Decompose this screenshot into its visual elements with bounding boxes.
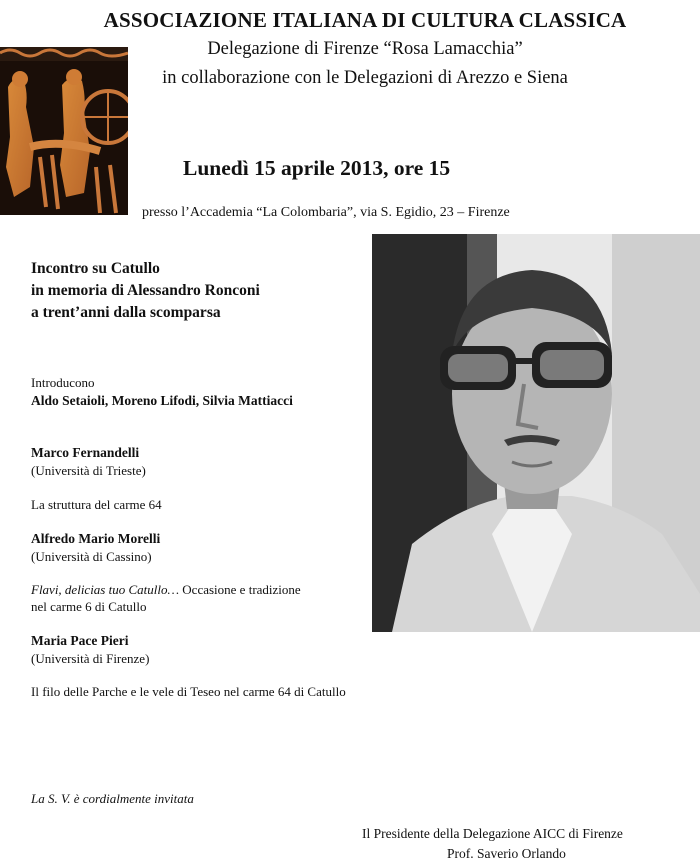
speaker-name: Alfredo Mario Morelli (31, 531, 161, 546)
association-title: ASSOCIAZIONE ITALIANA DI CULTURA CLASSICA (103, 8, 627, 32)
delegation-line: Delegazione di Firenze “Rosa Lamacchia” (207, 39, 523, 59)
talk-title-italic: Flavi, delicias tuo Catullo… (31, 582, 180, 597)
speaker-affiliation: (Università di Cassino) (31, 549, 152, 564)
portrait-photo (372, 234, 700, 632)
invitation-text: La S. V. è cordialmente invitata (31, 791, 194, 806)
collaboration-line: in collaborazione con le Delegazioni di Arezzo e Siena (162, 68, 568, 88)
speaker-name: Maria Pace Pieri (31, 633, 129, 648)
talk-title-rest: Occasione e tradizione (179, 582, 301, 597)
intro-names: Aldo Setaioli, Moreno Lifodi, Silvia Mattiacci (31, 393, 293, 408)
speaker-affiliation: (Università di Firenze) (31, 651, 150, 666)
meeting-title-line-2: in memoria di Alessandro Ronconi (31, 282, 260, 299)
talk-title-line-2: nel carme 6 di Catullo (31, 599, 147, 614)
meeting-title-line-3: a trent’anni dalla scomparsa (31, 304, 221, 321)
signature-line: Prof. Saverio Orlando (447, 846, 566, 861)
president-line: Il Presidente della Delegazione AICC di Firenze (362, 826, 623, 841)
greek-vase-image (0, 47, 128, 215)
speaker-name: Marco Fernandelli (31, 445, 140, 460)
talk-title (31, 582, 301, 598)
meeting-title-line-1: Incontro su Catullo (31, 260, 160, 277)
talk-title: Il filo delle Parche e le vele di Teseo nel carme 64 di Catullo (31, 684, 346, 699)
event-date: Lunedì 15 aprile 2013, ore 15 (183, 156, 451, 180)
talk-title: La struttura del carme 64 (31, 497, 162, 512)
speaker-affiliation: (Università di Trieste) (31, 463, 146, 478)
event-venue: presso l’Accademia “La Colombaria”, via S. Egidio, 23 – Firenze (142, 205, 510, 220)
intro-label: Introducono (31, 375, 95, 390)
